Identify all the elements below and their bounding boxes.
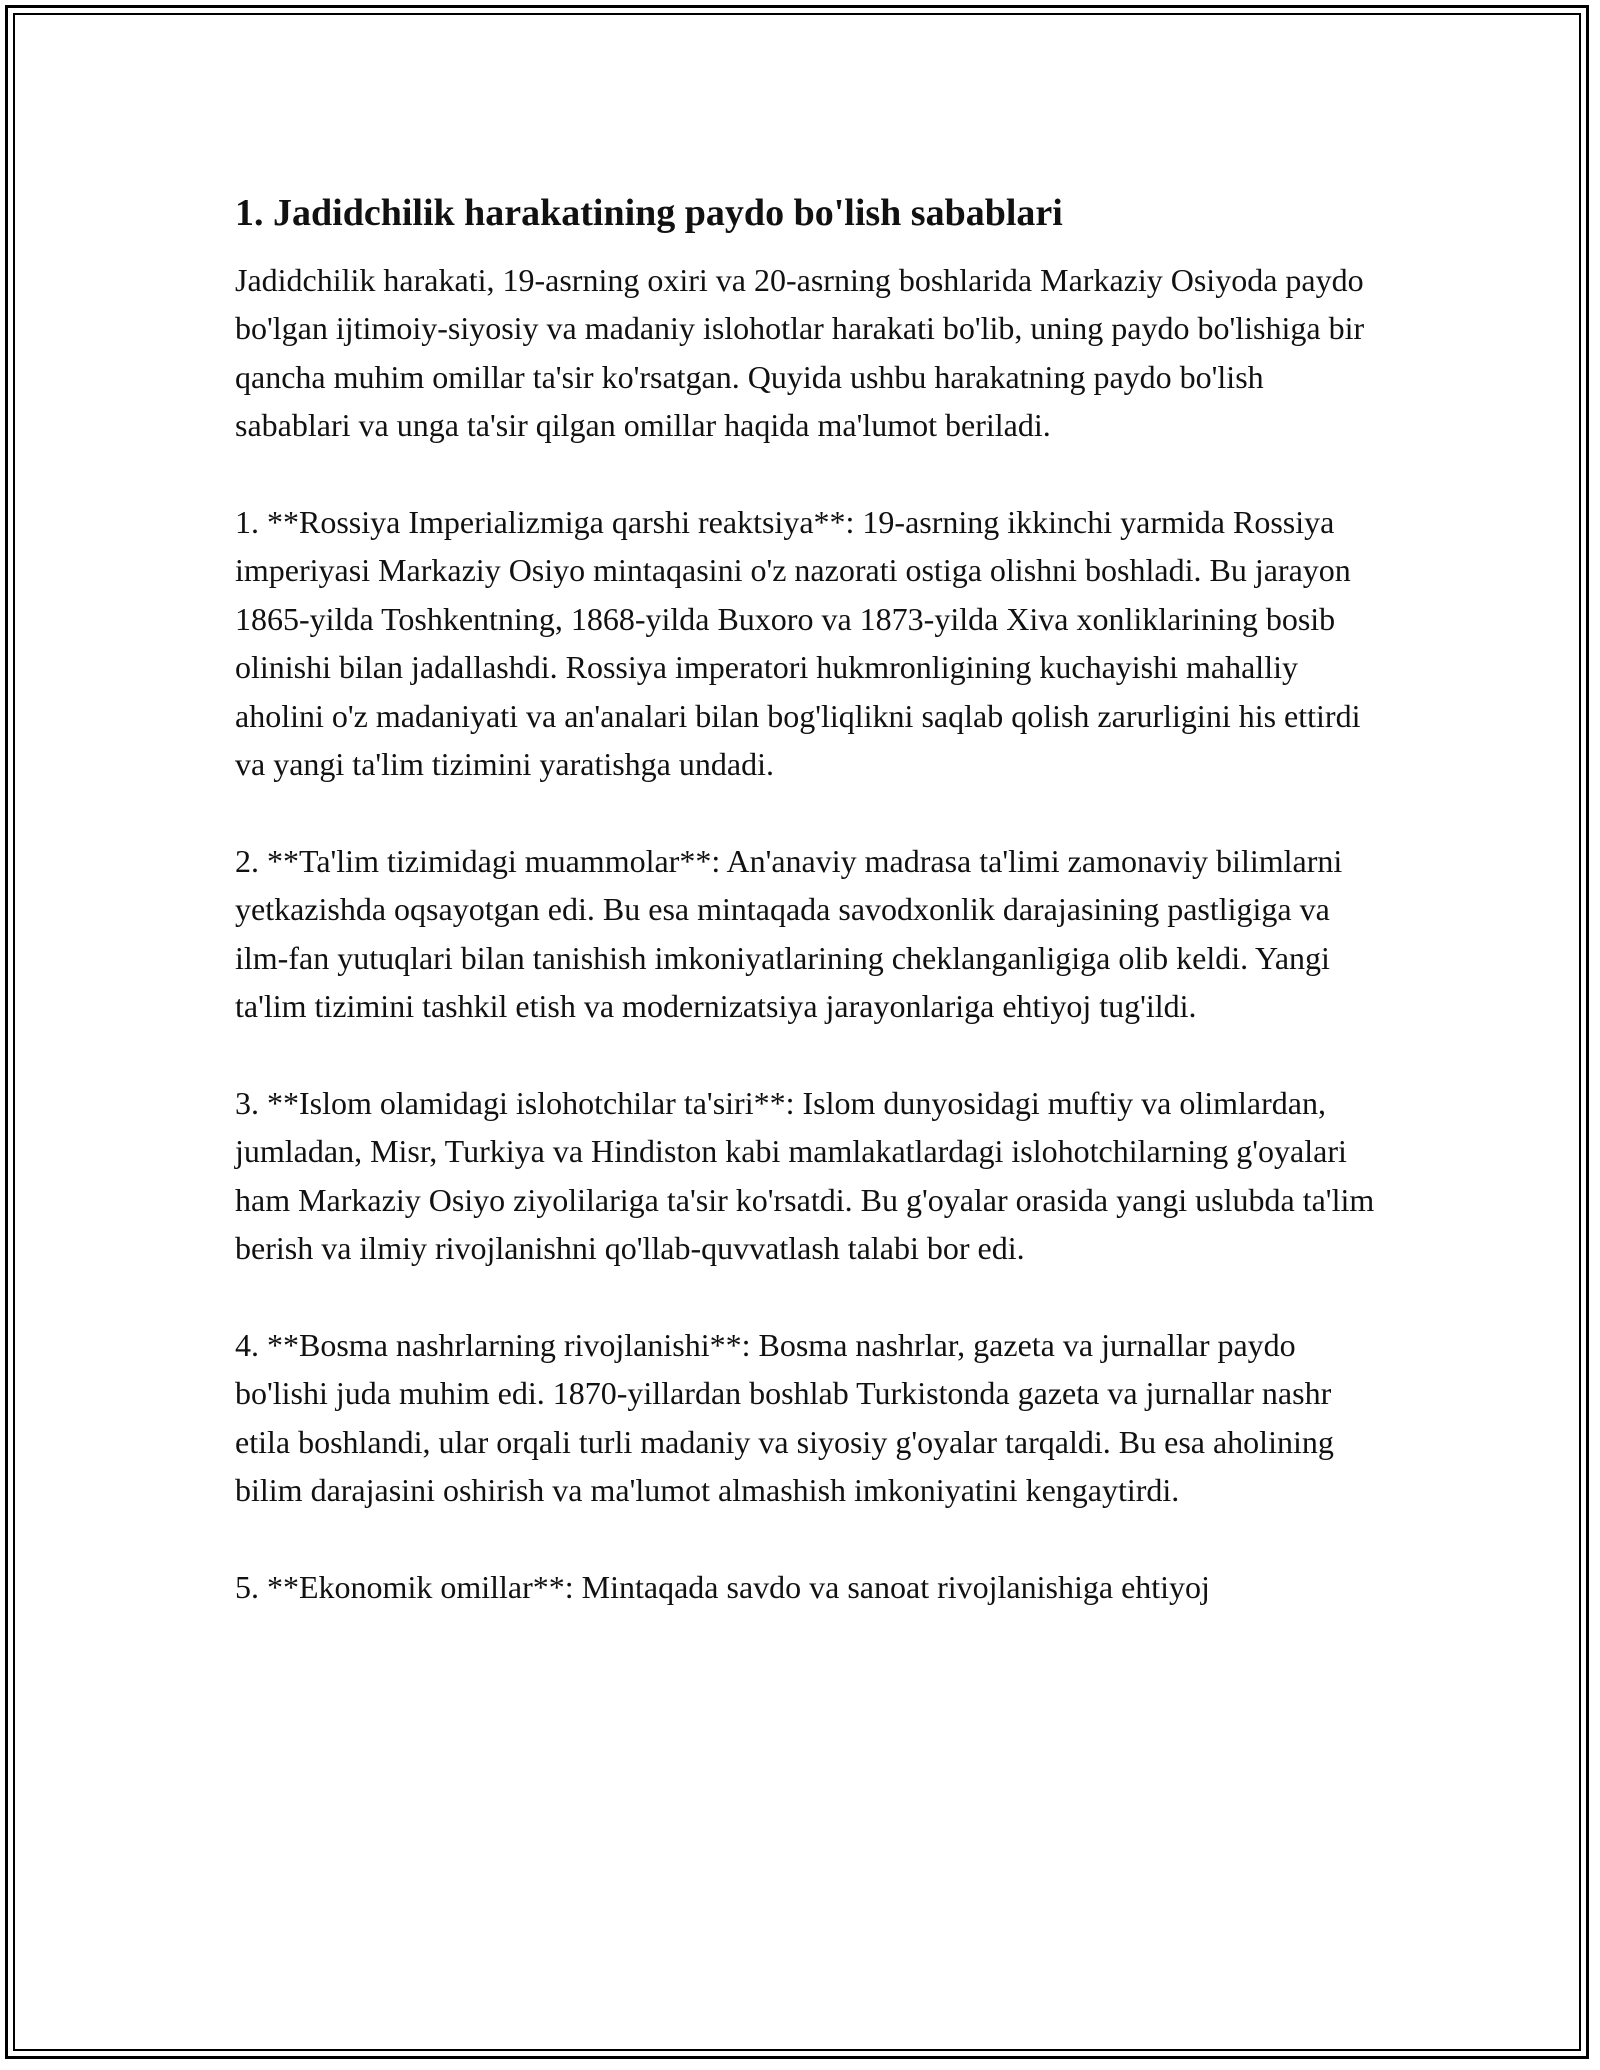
paragraph-reason-4: 4. **Bosma nashrlarning rivojlanishi**: Bosma nashrlar, gazeta va jurnallar paydo bo'lishi juda muhim edi. 1870-yillardan boshlab Turkistonda gazeta va jurnallar nashr etila boshlandi, ular orqali turli madaniy va siyosiy g'oyalar tarqaldi. Bu esa aholining bilim darajasini oshirish va ma'lumot almashish imkoniyatini kengaytirdi. bbox=[235, 1326, 1334, 1509]
paragraph-intro: Jadidchilik harakati, 19-asrning oxiri va 20-asrning boshlarida Markaziy Osiyoda paydo bo'lgan ijtimoiy-siyosiy va madaniy islohotlar harakati bo'lib, uning paydo bo'lishiga bir qancha muhim omillar ta'sir ko'rsatgan. Quyida ushbu harakatning paydo bo'lish sabablari va unga ta'sir qilgan omillar haqida ma'lumot beriladi. bbox=[235, 262, 1365, 444]
paragraph-reason-1: 1. **Rossiya Imperializmiga qarshi reaktsiya**: 19-asrning ikkinchi yarmida Rossiya imperiyasi Markaziy Osiyo mintaqasini o'z nazorati ostiga olishni boshladi. Bu jarayon 1865-yilda Toshkentning, 1868-yilda Buxoro va 1873-yilda Xiva xonliklarining bosib olinishi bilan jadallashdi. Rossiya imperatori hukmronligining kuchayishi mahalliy aholini o'z madaniyati va an'analari bilan bog'liqlikni saqlab qolish zarurligini his ettirdi va yangi ta'lim tizimini yaratishga undadi. bbox=[235, 504, 1361, 783]
paragraph-reason-2: 2. **Ta'lim tizimidagi muammolar**: An'anaviy madrasa ta'limi zamonaviy bilimlarni yetkazishda oqsayotgan edi. Bu esa mintaqada savodxonlik darajasining pastligiga va ilm-fan yutuqlari bilan tanishish imkoniyatlarining cheklanganligiga olib keldi. Yangi ta'lim tizimini tashkil etish va modernizatsiya jarayonlariga ehtiyoj tug'ildi. bbox=[235, 842, 1343, 1025]
document-heading: 1. Jadidchilik harakatining paydo bo'lish sabablari bbox=[235, 192, 1063, 234]
paragraph-reason-3: 3. **Islom olamidagi islohotchilar ta'siri**: Islom dunyosidagi muftiy va olimlardan, jumladan, Misr, Turkiya va Hindiston kabi mamlakatlardagi islohotchilarning g'oyalari ham Markaziy Osiyo ziyolilariga ta'sir ko'rsatdi. Bu g'oyalar orasida yangi uslubda ta'lim berish va ilmiy rivojlanishni qo'llab-quvvatlash talabi bor edi. bbox=[235, 1084, 1375, 1267]
paragraph-reason-5: 5. **Ekonomik omillar**: Mintaqada savdo va sanoat rivojlanishiga ehtiyoj bbox=[235, 1568, 1210, 1605]
document-body bbox=[235, 186, 1375, 1660]
